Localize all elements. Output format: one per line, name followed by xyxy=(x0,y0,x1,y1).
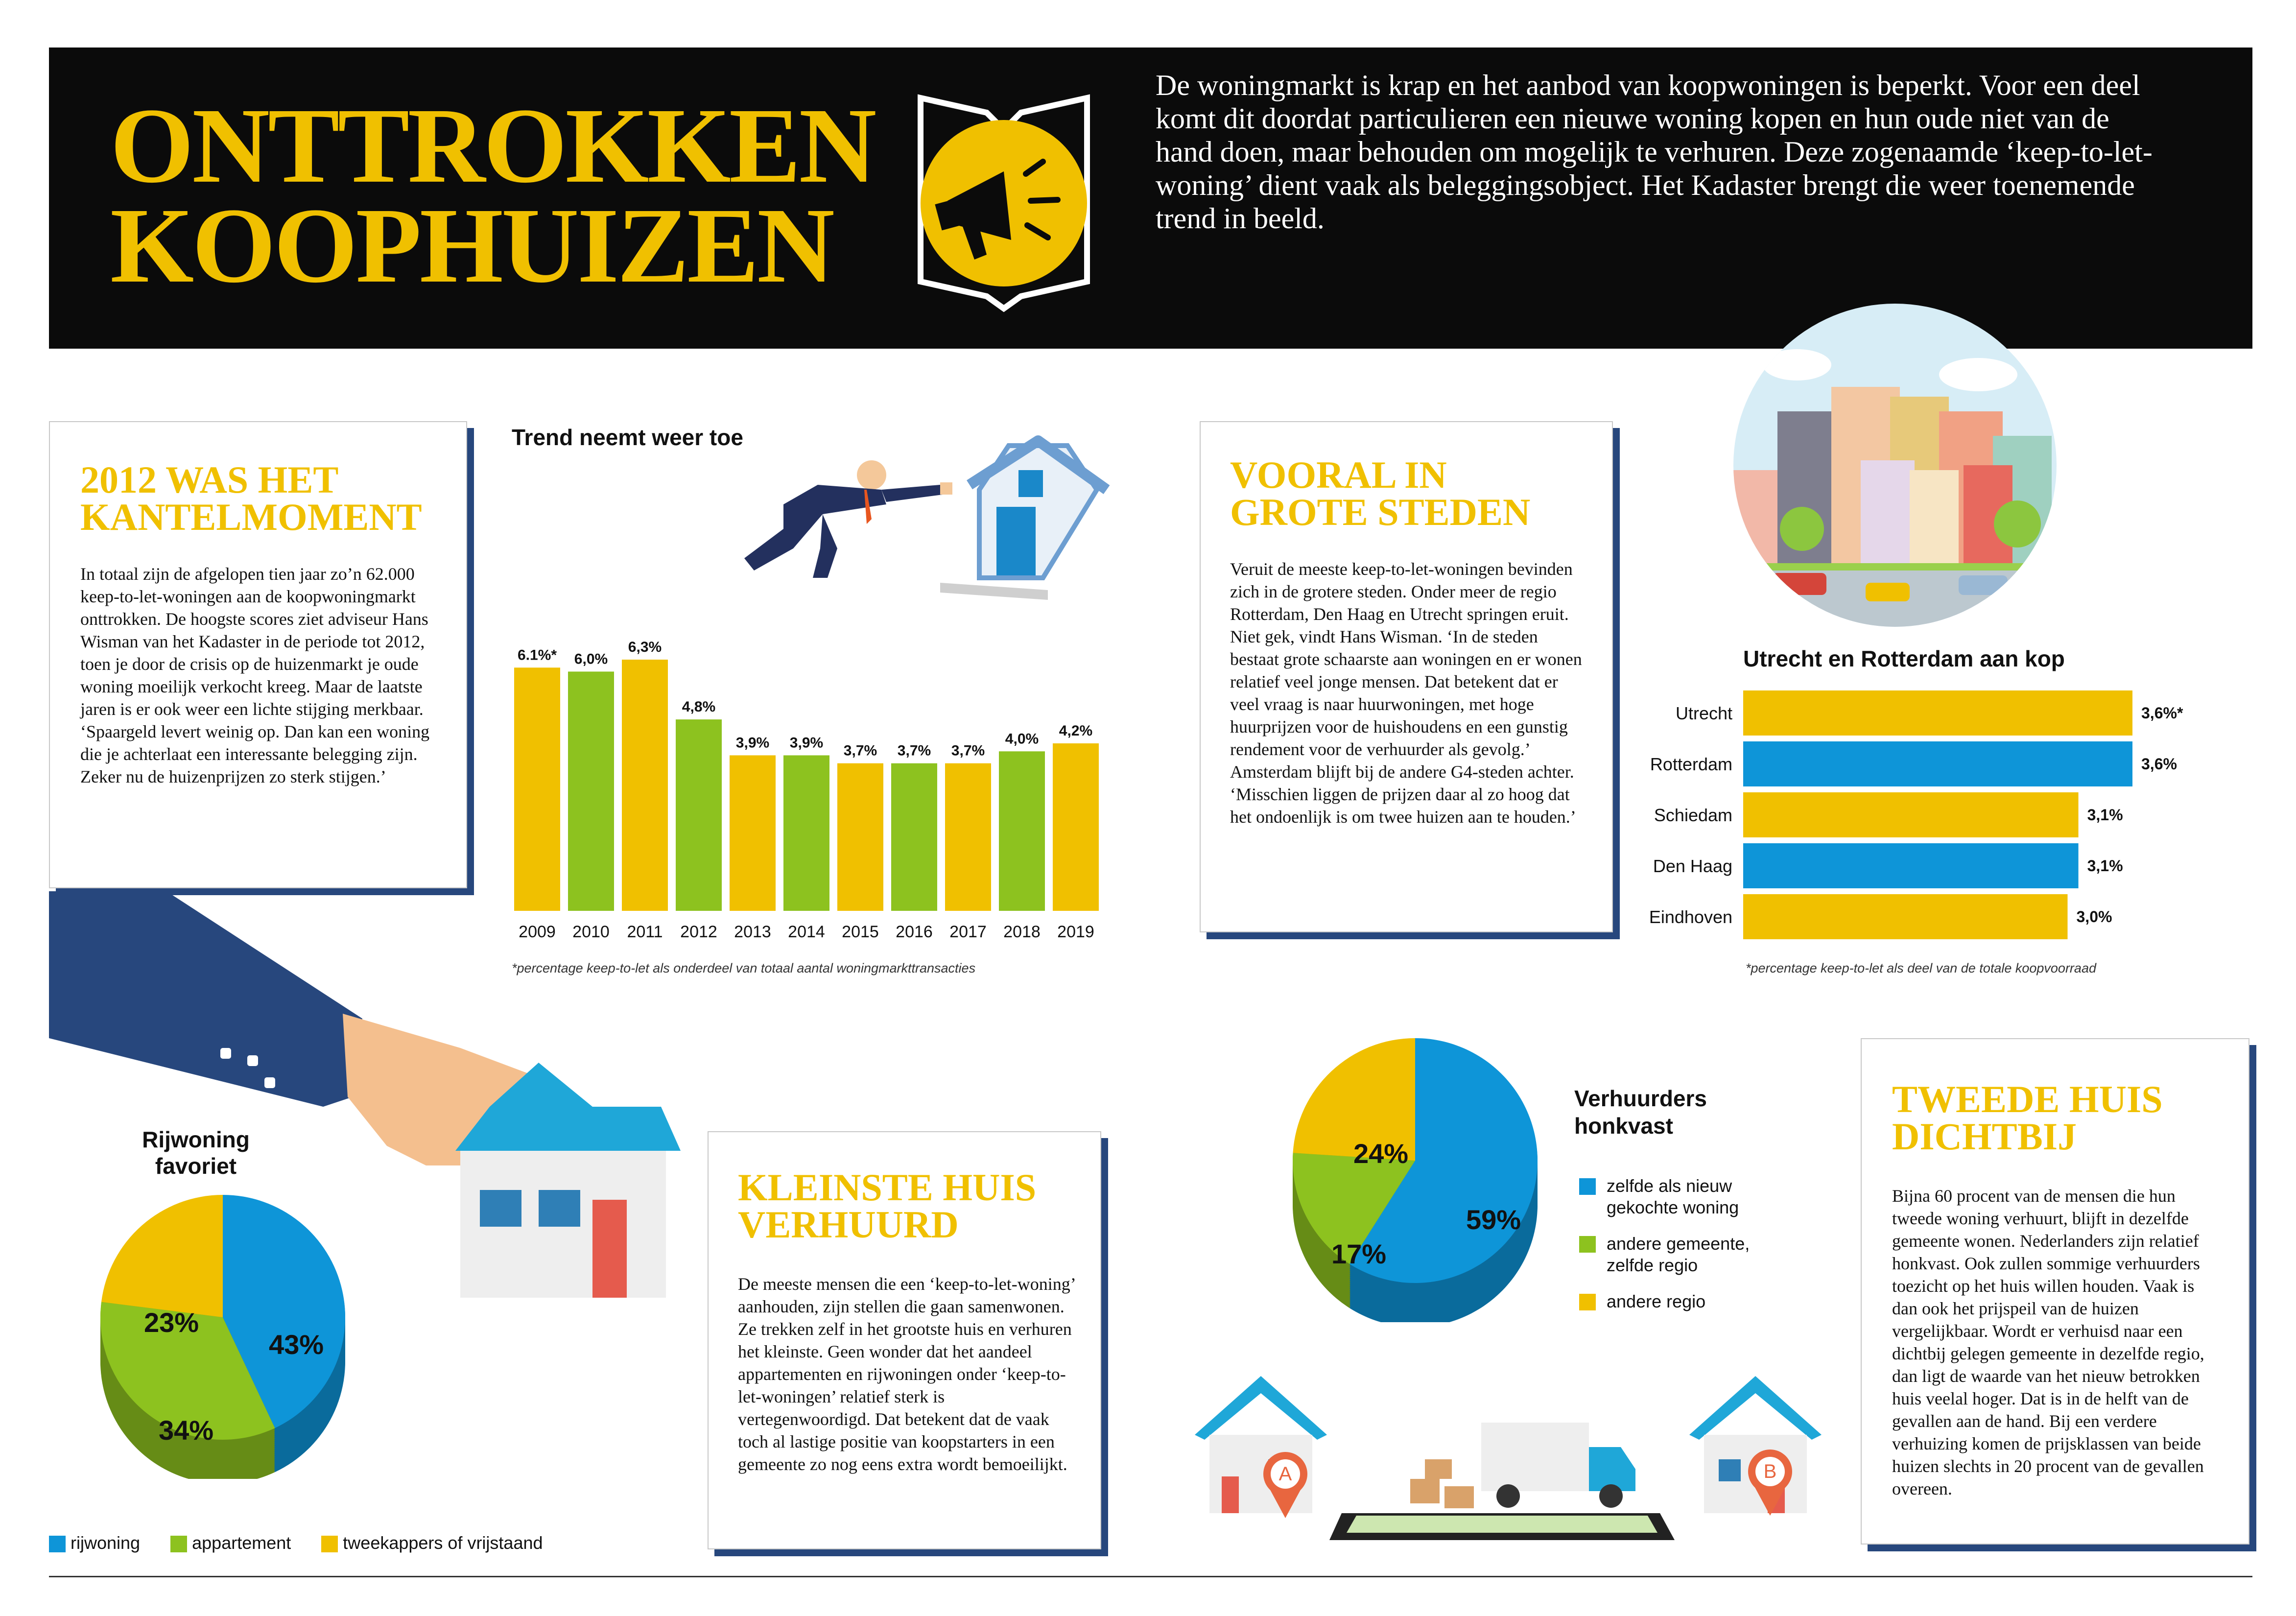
legend-label: tweekappers of vrijstaand xyxy=(343,1533,543,1553)
card-tweede-huis xyxy=(1861,1038,2249,1545)
x-tick-label: 2019 xyxy=(1057,923,1094,941)
pie-value-label: 17% xyxy=(1331,1238,1387,1269)
bar-value-label: 3,9% xyxy=(735,735,770,751)
x-tick-label: 2009 xyxy=(519,923,556,941)
legend-swatch xyxy=(170,1536,187,1552)
legend-swatch xyxy=(1579,1236,1596,1253)
pie-value-label: 43% xyxy=(268,1329,324,1360)
bar-2012 xyxy=(676,719,722,911)
card-title: VOORAL IN GROTE STEDEN xyxy=(1230,453,1531,533)
x-tick-label: 2016 xyxy=(896,923,933,941)
housing-pie-legend xyxy=(49,1533,637,1553)
y-tick-label: Den Haag xyxy=(1653,856,1732,876)
city-illustration xyxy=(1704,274,2086,627)
page-title: ONTTROKKEN KOOPHUIZEN xyxy=(110,86,875,305)
bar-value-label: 6,3% xyxy=(628,639,662,655)
trend-chart-title: Trend neemt weer toe xyxy=(512,425,743,450)
bar-2015 xyxy=(837,763,883,911)
x-tick-label: 2017 xyxy=(949,923,987,941)
legend-label: appartement xyxy=(192,1533,291,1553)
landlord-pie-title: Verhuurders honkvast xyxy=(1574,1086,1707,1139)
x-tick-label: 2018 xyxy=(1003,923,1041,941)
bar-2016 xyxy=(891,763,937,911)
bar-value-label: 4,8% xyxy=(682,699,716,715)
y-tick-label: Utrecht xyxy=(1675,703,1732,723)
card-title: TWEEDE HUIS DICHTBIJ xyxy=(1892,1078,2163,1158)
cities-chart-title: Utrecht en Rotterdam aan kop xyxy=(1743,646,2065,671)
megaphone-icon xyxy=(901,78,1107,313)
intro-text: De woningmarkt is krap en het aanbod van koopwoningen is beperkt. Voor een deel komt dit doordat particulieren een nieuwe woning kopen en hun oude niet van de hand doen, maar behouden om mogelijk te verhuren. Deze zogenaamde ‘keep-to-let-woning’ dient vaak als beleggingsobject. Het Kadaster brengt die weer toenemende trend in beeld. xyxy=(1156,69,2153,235)
legend-swatch xyxy=(1579,1178,1596,1195)
x-tick-label: 2014 xyxy=(788,923,825,941)
legend-item xyxy=(1579,1291,1834,1312)
card-body: Veruit de meeste keep-to-let-woningen bevinden zich in de grotere steden. Onder meer de regio Rotterdam, Den Haag en Utrecht springen eruit. Niet gek, vindt Hans Wisman. ‘In de steden bestaat grote schaarste aan woningen en er wonen relatief veel jonge mensen. Dat betekent dat er veel vraag is naar huurwoningen, met hoge huurprijzen voor de huishoudens en een gunstig rendement voor de verhuurder als gevolg.’ Amsterdam blijft bij de andere G4-steden achter. ‘Misschien liggen de prijzen daar al zo hoog dat het ondoenlijk is om twee huizen aan te houden.’ xyxy=(1230,559,1582,827)
bar-value-label: 3,1% xyxy=(2087,857,2123,875)
bar-2014 xyxy=(783,755,829,911)
legend-swatch xyxy=(1579,1294,1596,1310)
bar-value-label: 6,0% xyxy=(574,651,608,667)
legend-item xyxy=(49,1533,140,1553)
bar-eindhoven xyxy=(1743,894,2068,939)
pie-value-label: 34% xyxy=(158,1415,214,1446)
card-body: De meeste mensen die een ‘keep-to-let-woning’ aanhouden, zijn stellen die gaan samenwonen. Ze trekken zelf in het grootste huis en verhuren het kleinste. Geen wonder dat het aandeel appartementen en rijwoningen onder ‘keep-to-let-woningen’ relatief sterk is vertegenwoordigd. Dat betekent dat de vaak toch al lastige positie van koopstarters in een gemeente zo nog eens extra wordt bemoeilijkt. xyxy=(738,1274,1075,1474)
bar-value-label: 3,9% xyxy=(789,735,824,751)
trend-chart-note: *percentage keep-to-let als onderdeel van totaal aantal woningmarkttransacties xyxy=(512,961,976,975)
y-tick-label: Rotterdam xyxy=(1650,754,1732,774)
legend-label: andere regio xyxy=(1607,1291,1706,1311)
card-body: Bijna 60 procent van de mensen die hun tweede woning verhuurt, blijft in dezelfde gemeente wonen. Nederlanders zijn relatief honkvast. Ook zullen sommige verhuurders toezicht op het huis willen houden. Vaak is dan ook het prijspeil van de huizen vergelijkbaar. Wordt er verhuisd naar een dichtbij gelegen gemeente in dezelfde regio, dan ligt de waarde van het nieuw betrokken huis veelal hoger. Dat is in de helft van de gevallen aan de hand. Bij een verdere verhuizing komen de prijsklassen van beide huizen slechts in 20 procent van de gevallen overeen. xyxy=(1892,1186,2204,1498)
legend-swatch xyxy=(321,1536,338,1552)
y-tick-label: Schiedam xyxy=(1654,805,1732,825)
landlord-pie-chart xyxy=(1254,1028,1547,1322)
truck-icon xyxy=(1481,1423,1635,1508)
bar-2013 xyxy=(730,755,776,911)
legend-label: rijwoning xyxy=(71,1533,141,1553)
x-tick-label: 2013 xyxy=(734,923,771,941)
landlord-pie-legend xyxy=(1579,1175,1834,1312)
bar-2009 xyxy=(514,667,560,911)
bar-2019 xyxy=(1053,743,1099,911)
pie-value-label: 23% xyxy=(143,1307,199,1338)
bar-2011 xyxy=(622,660,668,911)
legend-item xyxy=(170,1533,291,1553)
moving-illustration xyxy=(1195,1366,1870,1562)
x-tick-label: 2011 xyxy=(627,923,663,941)
x-tick-label: 2010 xyxy=(572,923,610,941)
bar-value-label: 3,6% xyxy=(2141,755,2177,773)
legend-item xyxy=(1579,1233,1834,1276)
footer-rule xyxy=(49,1576,2252,1577)
bar-2018 xyxy=(999,751,1045,911)
card-title: 2012 WAS HET KANTELMOMENT xyxy=(80,458,422,538)
card-grote-steden xyxy=(1200,421,1613,932)
bar-value-label: 3,6%* xyxy=(2141,704,2183,722)
house-icon xyxy=(1689,1376,1822,1513)
card-kleinste-huis xyxy=(708,1131,1101,1549)
house-icon xyxy=(1195,1376,1327,1513)
housing-pie-chart xyxy=(49,1185,362,1479)
bar-schiedam xyxy=(1743,792,2079,837)
cities-chart-note: *percentage keep-to-let als deel van de totale koopvoorraad xyxy=(1746,961,2096,975)
legend-item xyxy=(1579,1175,1834,1218)
legend-label: andere gemeente, zelfde regio xyxy=(1607,1234,1750,1275)
bar-value-label: 3,1% xyxy=(2087,806,2123,824)
bar-value-label: 3,7% xyxy=(951,742,985,759)
card-body: In totaal zijn de afgelopen tien jaar zo’n 62.000 keep-to-let-woningen aan de koopwoningmarkt onttrokken. De hoogste scores ziet adviseur Hans Wisman van het Kadaster in de periode tot 2012, toen je door de crisis op de huizenmarkt je oude woning moeilijk verkocht kreeg. Maar de laatste jaren is er ook weer een lichte stijging merkbaar. ‘Spaargeld levert weinig op. Dan kan een woning die je achterlaat een interessante belegging zijn. Zeker nu de huizenprijzen zo sterk stijgen.’ xyxy=(80,564,430,786)
pie-slice-tweekappers xyxy=(101,1195,223,1317)
bar-value-label: 3,7% xyxy=(843,742,877,759)
pin-label: B xyxy=(1763,1461,1777,1482)
bar-rotterdam xyxy=(1743,741,2132,786)
x-tick-label: 2012 xyxy=(680,923,717,941)
bar-den-haag xyxy=(1743,843,2079,888)
bar-value-label: 3,7% xyxy=(897,742,931,759)
legend-swatch xyxy=(49,1536,66,1552)
legend-item xyxy=(321,1533,543,1553)
bar-value-label: 4,2% xyxy=(1059,723,1093,739)
pie-value-label: 24% xyxy=(1353,1138,1409,1169)
cities-bar-chart xyxy=(1621,681,2228,955)
x-tick-label: 2015 xyxy=(842,923,879,941)
housing-pie-title: Rijwoning favoriet xyxy=(142,1127,250,1179)
bar-value-label: 6.1%* xyxy=(517,647,557,664)
bar-2017 xyxy=(945,763,991,911)
pie-value-label: 59% xyxy=(1466,1204,1521,1235)
y-tick-label: Eindhoven xyxy=(1649,907,1732,927)
legend-label: zelfde als nieuw gekochte woning xyxy=(1607,1176,1739,1217)
bar-value-label: 4,0% xyxy=(1005,731,1039,747)
card-title: KLEINSTE HUIS VERHUURD xyxy=(738,1166,1037,1246)
pin-label: A xyxy=(1278,1463,1292,1485)
card-kantelmoment xyxy=(49,421,467,888)
bar-value-label: 3,0% xyxy=(2076,908,2112,926)
bar-utrecht xyxy=(1743,690,2132,736)
bar-2010 xyxy=(568,671,614,911)
